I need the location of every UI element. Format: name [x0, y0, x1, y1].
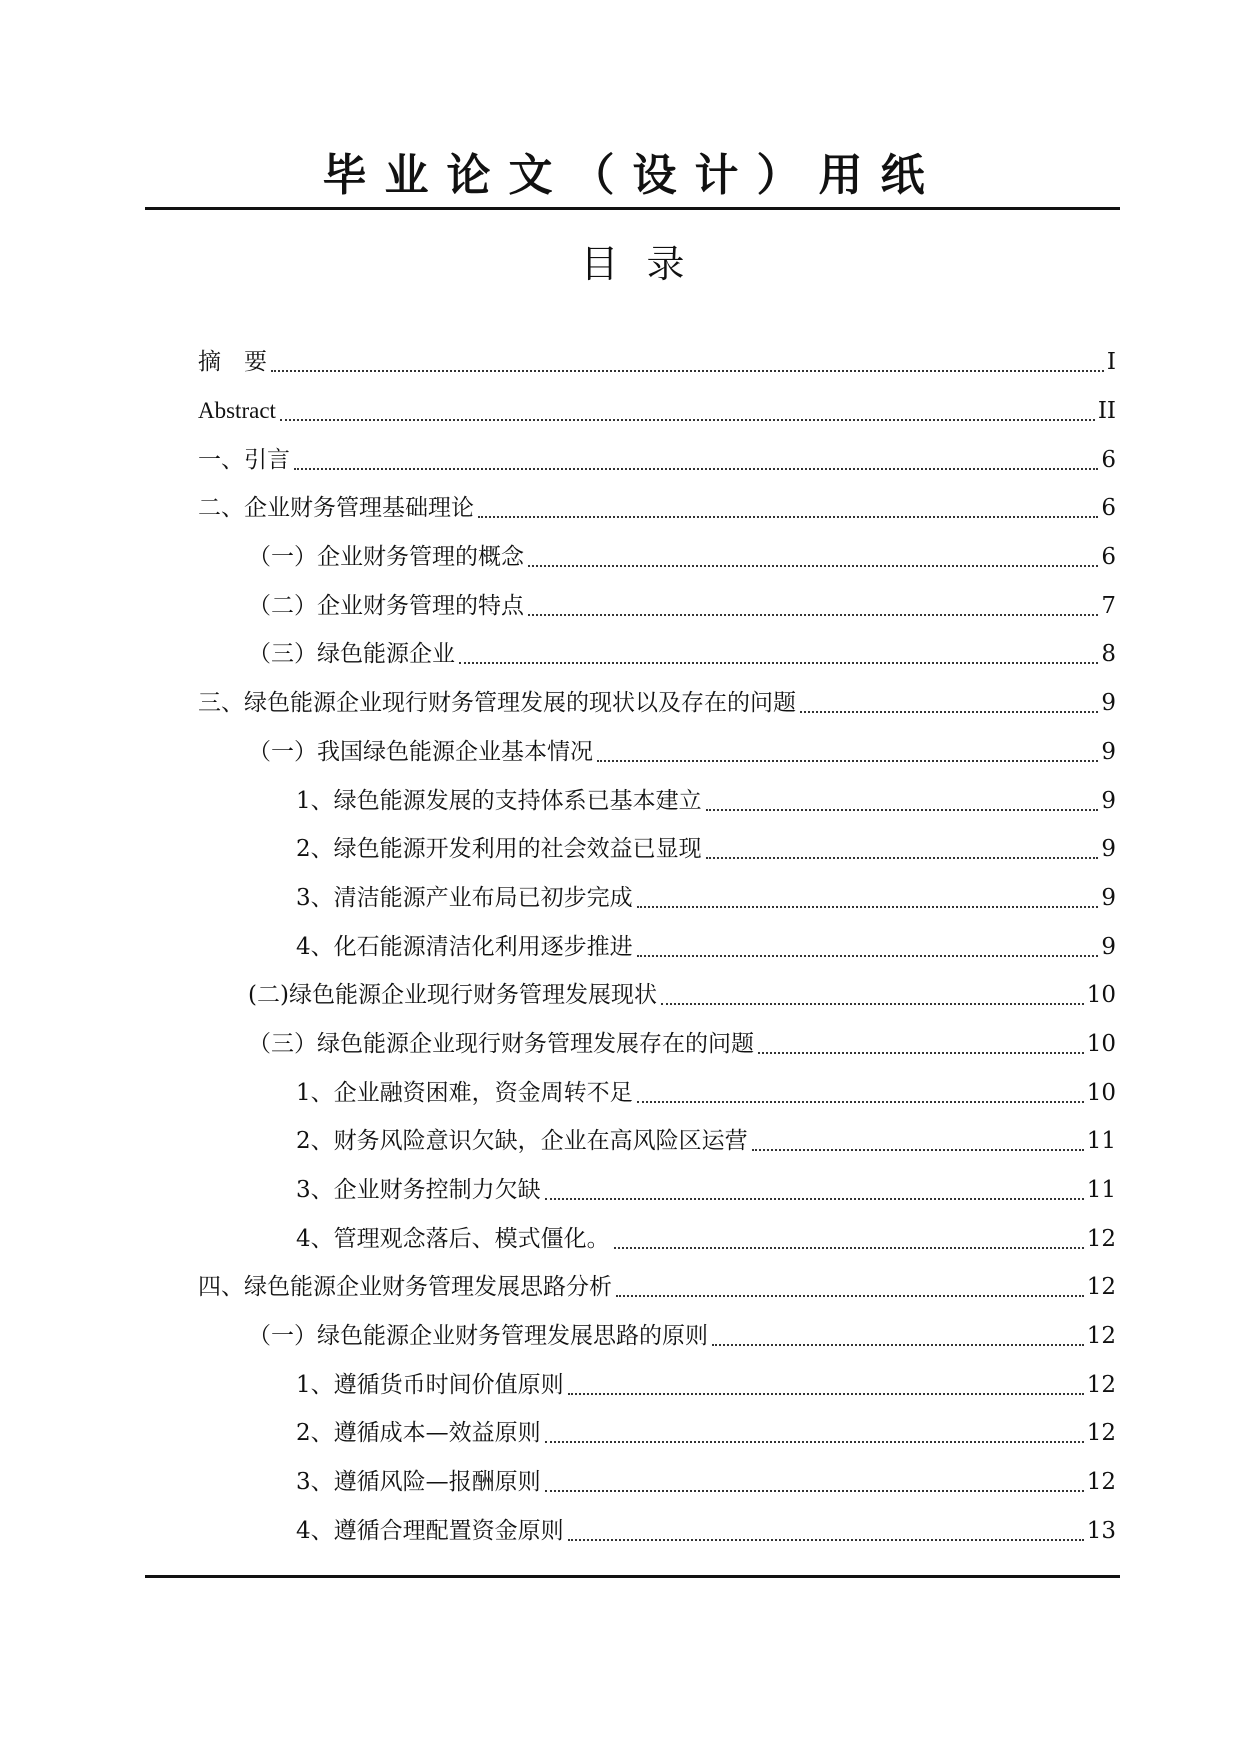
toc-entry-label: 二、企业财务管理基础理论 — [198, 495, 474, 522]
dot-leader — [545, 1490, 1084, 1492]
toc-entry-label: 2、遵循成本—效益原则 — [296, 1420, 541, 1447]
toc-entry[interactable] — [198, 1458, 1116, 1507]
toc-entry-page: 6 — [1101, 544, 1116, 571]
dot-leader — [597, 760, 1098, 762]
toc-entry[interactable] — [198, 1312, 1116, 1361]
toc-entry[interactable] — [198, 922, 1116, 971]
toc-entry-page: 9 — [1101, 836, 1116, 863]
toc-entry-label: Abstract — [198, 398, 276, 424]
toc-entry-page: 12 — [1086, 1225, 1116, 1252]
dot-leader — [706, 809, 1099, 811]
toc-entry-label: 3、遵循风险—报酬原则 — [296, 1469, 541, 1496]
toc-entry-page: 13 — [1086, 1517, 1116, 1544]
toc-entry-label: 摘 要 — [198, 349, 267, 376]
toc-entry-label: （二）企业财务管理的特点 — [248, 592, 524, 619]
toc-entry-page: 10 — [1086, 1030, 1116, 1057]
toc-entry[interactable] — [198, 1117, 1116, 1166]
toc-entry-label: 4、遵循合理配置资金原则 — [296, 1517, 564, 1544]
toc-entry[interactable] — [198, 971, 1116, 1020]
toc-entry[interactable] — [198, 825, 1116, 874]
toc-entry[interactable] — [198, 484, 1116, 533]
toc-entry-page: 11 — [1086, 1177, 1116, 1204]
toc-entry-page: 12 — [1086, 1274, 1116, 1301]
toc-entry[interactable] — [198, 1409, 1116, 1458]
toc-entry-page: 7 — [1101, 592, 1116, 619]
toc-entry-label: 2、绿色能源开发利用的社会效益已显现 — [296, 836, 702, 863]
toc-entry[interactable] — [198, 776, 1116, 825]
dot-leader — [528, 614, 1098, 616]
dot-leader — [528, 565, 1098, 567]
toc-entry[interactable] — [198, 581, 1116, 630]
dot-leader — [459, 662, 1098, 664]
dot-leader — [568, 1539, 1084, 1541]
toc-entry[interactable] — [198, 874, 1116, 923]
toc-entry[interactable] — [198, 630, 1116, 679]
toc-entry-label: 3、清洁能源产业布局已初步完成 — [296, 884, 633, 911]
toc-entry-label: 4、化石能源清洁化利用逐步推进 — [296, 933, 633, 960]
toc-entry-abstract-en[interactable] — [198, 387, 1116, 436]
toc-heading-char-2: 录 — [646, 242, 685, 286]
toc-entry-page: 12 — [1086, 1323, 1116, 1350]
toc-entry-page: 9 — [1101, 787, 1116, 814]
toc-entry-page: 6 — [1101, 495, 1116, 522]
toc-entry-page: 9 — [1101, 738, 1116, 765]
toc-heading — [145, 240, 1120, 288]
toc-entry-page: 9 — [1101, 933, 1116, 960]
dot-leader — [758, 1052, 1084, 1054]
toc-entry-page: I — [1106, 349, 1116, 376]
toc-entry-label: （三）绿色能源企业 — [248, 641, 455, 668]
toc-entry-page: II — [1097, 398, 1116, 425]
toc-entry-page: 10 — [1086, 1079, 1116, 1106]
toc-entry[interactable] — [198, 1507, 1116, 1556]
toc-heading-char-1: 目 — [580, 242, 619, 286]
dot-leader — [280, 419, 1095, 421]
toc-entry-label: (二)绿色能源企业现行财务管理发展现状 — [248, 982, 657, 1009]
dot-leader — [614, 1247, 1084, 1249]
toc-entry-label: 四、绿色能源企业财务管理发展思路分析 — [198, 1274, 612, 1301]
dot-leader — [712, 1344, 1084, 1346]
toc-entry[interactable] — [198, 1020, 1116, 1069]
page-header-title: 毕业论文（设计）用纸 — [322, 150, 943, 201]
toc-entry-page: 12 — [1086, 1420, 1116, 1447]
footer-divider — [145, 1575, 1120, 1578]
dot-leader — [271, 370, 1104, 372]
toc-entry-label: 1、遵循货币时间价值原则 — [296, 1371, 564, 1398]
toc-entry[interactable] — [198, 679, 1116, 728]
toc-entry-label: （一）企业财务管理的概念 — [248, 544, 524, 571]
toc-entry-label: （一）绿色能源企业财务管理发展思路的原则 — [248, 1323, 708, 1350]
dot-leader — [706, 857, 1099, 859]
dot-leader — [545, 1198, 1084, 1200]
table-of-contents — [198, 338, 1116, 1555]
toc-entry[interactable] — [198, 1166, 1116, 1215]
toc-entry-label: 一、引言 — [198, 446, 290, 473]
toc-entry-page: 11 — [1086, 1128, 1116, 1155]
dot-leader — [478, 516, 1098, 518]
toc-entry[interactable] — [198, 728, 1116, 777]
dot-leader — [752, 1149, 1084, 1151]
dot-leader — [568, 1393, 1084, 1395]
toc-entry[interactable] — [198, 1214, 1116, 1263]
toc-entry-label: 2、财务风险意识欠缺，企业在高风险区运营 — [296, 1128, 748, 1155]
toc-entry-page: 9 — [1101, 690, 1116, 717]
toc-entry-label: （三）绿色能源企业现行财务管理发展存在的问题 — [248, 1030, 754, 1057]
toc-entry[interactable] — [198, 1360, 1116, 1409]
toc-entry[interactable] — [198, 533, 1116, 582]
dot-leader — [545, 1441, 1084, 1443]
toc-entry-label: 3、企业财务控制力欠缺 — [296, 1177, 541, 1204]
toc-entry-page: 6 — [1101, 446, 1116, 473]
toc-entry-label: 1、企业融资困难，资金周转不足 — [296, 1079, 633, 1106]
toc-entry-page: 12 — [1086, 1371, 1116, 1398]
dot-leader — [800, 711, 1098, 713]
dot-leader — [637, 906, 1099, 908]
dot-leader — [637, 1101, 1084, 1103]
toc-entry-label: （一）我国绿色能源企业基本情况 — [248, 738, 593, 765]
dot-leader — [616, 1295, 1084, 1297]
toc-entry-label: 4、管理观念落后、模式僵化。 — [296, 1225, 610, 1252]
toc-entry-page: 10 — [1086, 982, 1116, 1009]
toc-entry-page: 12 — [1086, 1469, 1116, 1496]
dot-leader — [637, 955, 1099, 957]
toc-entry[interactable] — [198, 1068, 1116, 1117]
toc-entry-label: 1、绿色能源发展的支持体系已基本建立 — [296, 787, 702, 814]
header-divider — [145, 207, 1120, 210]
toc-entry-label: 三、绿色能源企业现行财务管理发展的现状以及存在的问题 — [198, 690, 796, 717]
toc-entry-abstract-cn[interactable] — [198, 338, 1116, 387]
toc-entry[interactable] — [198, 435, 1116, 484]
toc-entry-page: 9 — [1101, 884, 1116, 911]
toc-entry-page: 8 — [1101, 641, 1116, 668]
toc-entry[interactable] — [198, 1263, 1116, 1312]
dot-leader — [294, 468, 1098, 470]
dot-leader — [661, 1003, 1084, 1005]
